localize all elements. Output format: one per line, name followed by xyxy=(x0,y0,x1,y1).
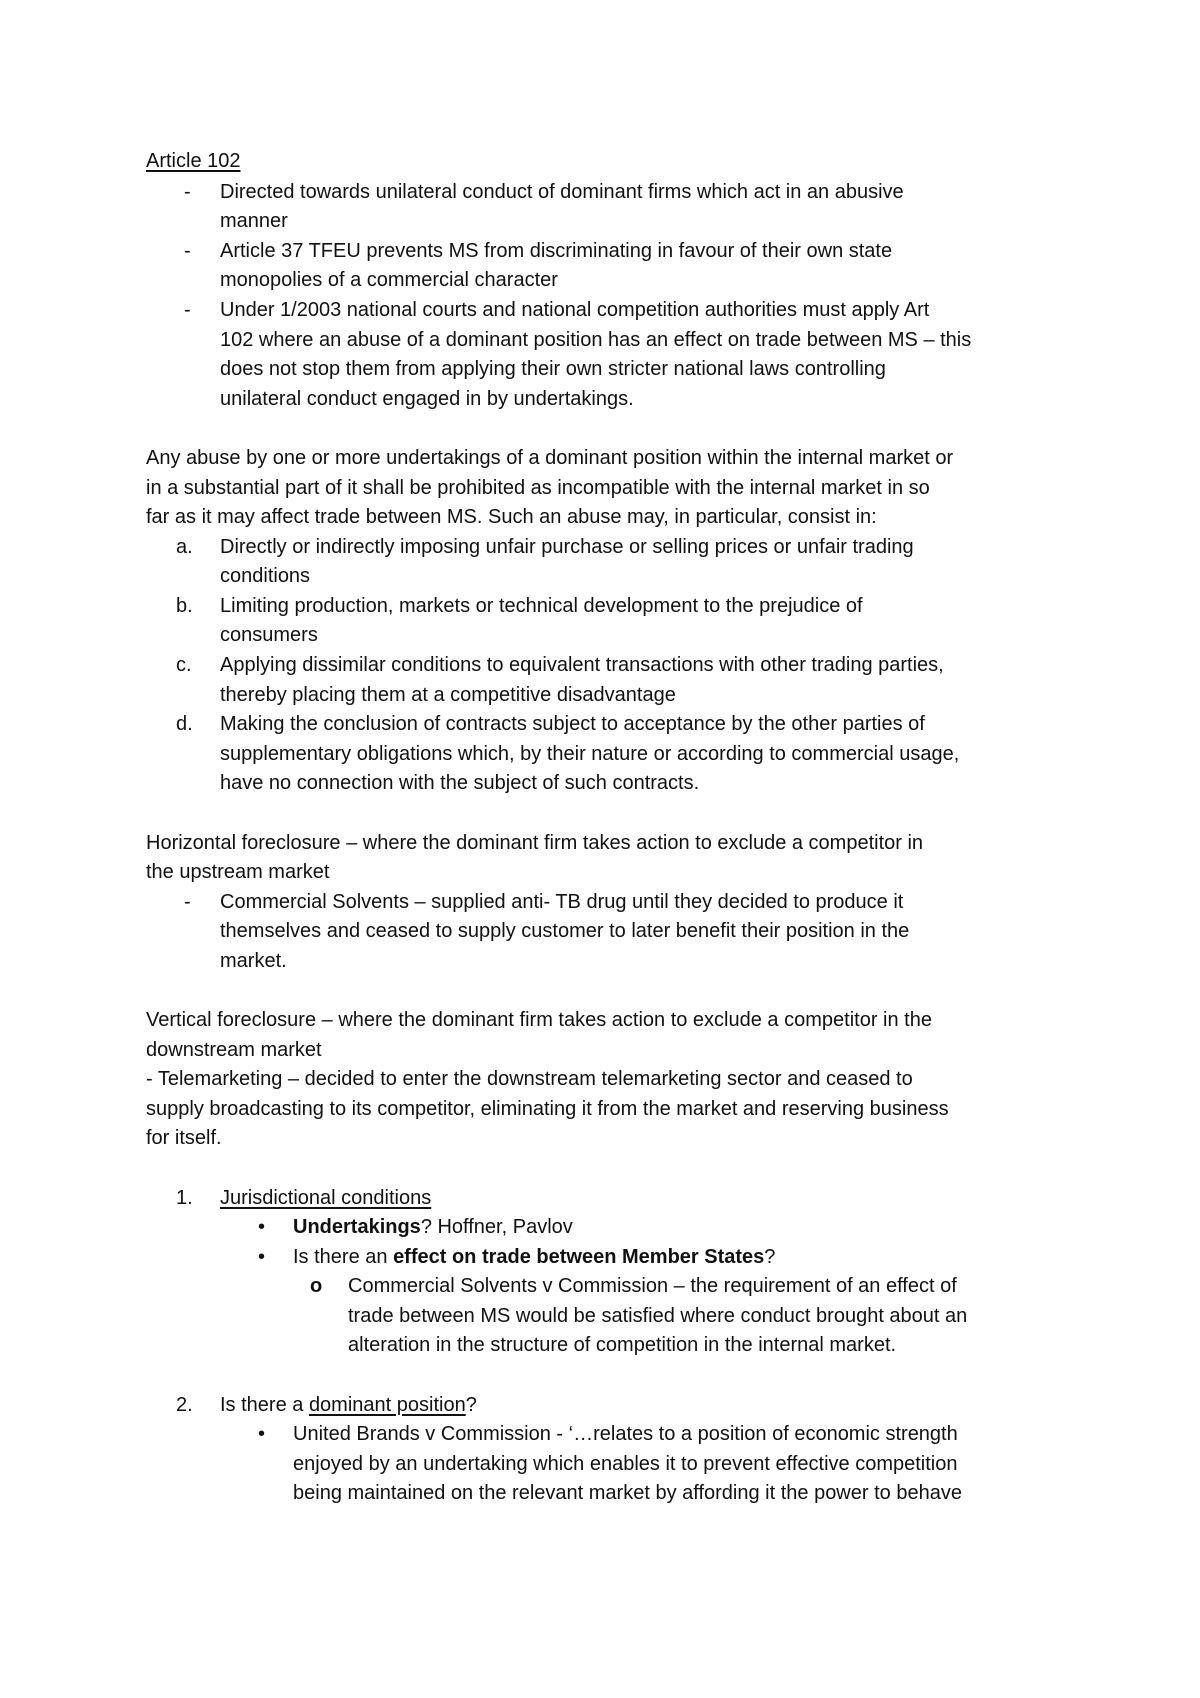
abuse-c-line-1: Applying dissimilar conditions to equivalent transactions with other trading parties, xyxy=(220,654,944,676)
abuse-paragraph-line-3: far as it may affect trade between MS. Such an abuse may, in particular, consist in: xyxy=(146,506,877,528)
bullet-effect-on-trade: Is there an effect on trade between Member States? xyxy=(293,1246,776,1268)
dash-marker: - xyxy=(184,240,191,262)
section-2-title: Is there a dominant position? xyxy=(220,1394,477,1416)
vertical-line-2: downstream market xyxy=(146,1039,322,1061)
abuse-d-line-1: Making the conclusion of contracts subject to acceptance by the other parties of xyxy=(220,713,925,735)
section-2-number: 2. xyxy=(176,1394,193,1416)
horizontal-point-line-3: market. xyxy=(220,950,287,972)
abuse-a-line-1: Directly or indirectly imposing unfair purchase or selling prices or unfair trading xyxy=(220,536,914,558)
abuse-b-line-2: consumers xyxy=(220,624,318,646)
abuse-a-line-2: conditions xyxy=(220,565,311,587)
horizontal-point-line-1: Commercial Solvents – supplied anti- TB drug until they decided to produce it xyxy=(220,891,904,913)
intro-point-1-line-1: Directed towards unilateral conduct of dominant firms which act in an abusive xyxy=(220,181,904,203)
section-1-sub-line-3: alteration in the structure of competition in the internal market. xyxy=(348,1334,897,1356)
section-2-bullet-line-2: enjoyed by an undertaking which enables it to prevent effective competition xyxy=(293,1453,958,1475)
horizontal-point-line-2: themselves and ceased to supply customer to later benefit their position in the xyxy=(220,920,910,942)
horizontal-line-1: Horizontal foreclosure – where the dominant firm takes action to exclude a competitor in xyxy=(146,832,924,854)
intro-point-3-line-2: 102 where an abuse of a dominant position has an effect on trade between MS – this xyxy=(220,329,972,351)
intro-point-3-line-4: unilateral conduct engaged in by undertakings. xyxy=(220,388,634,410)
bullet-icon: • xyxy=(258,1246,266,1268)
vertical-line-3: - Telemarketing – decided to enter the downstream telemarketing sector and ceased to xyxy=(146,1068,913,1090)
section-1-title: Jurisdictional conditions xyxy=(220,1187,432,1209)
dash-marker: - xyxy=(184,299,191,321)
vertical-line-4: supply broadcasting to its competitor, eliminating it from the market and reserving business xyxy=(146,1098,949,1120)
vertical-line-5: for itself. xyxy=(146,1127,222,1149)
section-2-bullet-line-1: United Brands v Commission - ‘…relates to a position of economic strength xyxy=(293,1423,958,1445)
sub-bullet-circle-icon: o xyxy=(310,1275,323,1297)
section-1-sub-line-2: trade between MS would be satisfied where conduct brought about an xyxy=(348,1305,968,1327)
list-marker-c: c. xyxy=(176,654,192,676)
list-marker-a: a. xyxy=(176,536,193,558)
intro-point-3-line-3: does not stop them from applying their own stricter national laws controlling xyxy=(220,358,886,380)
intro-point-2-line-2: monopolies of a commercial character xyxy=(220,269,558,291)
list-marker-b: b. xyxy=(176,595,193,617)
bullet-undertakings: Undertakings? Hoffner, Pavlov xyxy=(293,1216,573,1238)
abuse-paragraph-line-2: in a substantial part of it shall be prohibited as incompatible with the internal market in so xyxy=(146,477,930,499)
heading-article-102: Article 102 xyxy=(146,150,241,172)
abuse-d-line-2: supplementary obligations which, by their nature or according to commercial usage, xyxy=(220,743,960,765)
intro-point-3-line-1: Under 1/2003 national courts and national competition authorities must apply Art xyxy=(220,299,930,321)
abuse-paragraph-line-1: Any abuse by one or more undertakings of a dominant position within the internal market or xyxy=(146,447,954,469)
horizontal-line-2: the upstream market xyxy=(146,861,330,883)
vertical-line-1: Vertical foreclosure – where the dominant firm takes action to exclude a competitor in the xyxy=(146,1009,932,1031)
section-1-number: 1. xyxy=(176,1187,193,1209)
section-2-bullet-line-3: being maintained on the relevant market by affording it the power to behave xyxy=(293,1482,962,1504)
bullet-icon: • xyxy=(258,1423,266,1445)
list-marker-d: d. xyxy=(176,713,193,735)
intro-point-1-line-2: manner xyxy=(220,210,288,232)
intro-point-2-line-1: Article 37 TFEU prevents MS from discriminating in favour of their own state xyxy=(220,240,893,262)
abuse-c-line-2: thereby placing them at a competitive disadvantage xyxy=(220,684,676,706)
bullet-icon: • xyxy=(258,1216,266,1238)
abuse-b-line-1: Limiting production, markets or technical development to the prejudice of xyxy=(220,595,863,617)
dash-marker: - xyxy=(184,181,191,203)
section-1-sub-line-1: Commercial Solvents v Commission – the requirement of an effect of xyxy=(348,1275,957,1297)
abuse-d-line-3: have no connection with the subject of such contracts. xyxy=(220,772,700,794)
dash-marker: - xyxy=(184,891,191,913)
